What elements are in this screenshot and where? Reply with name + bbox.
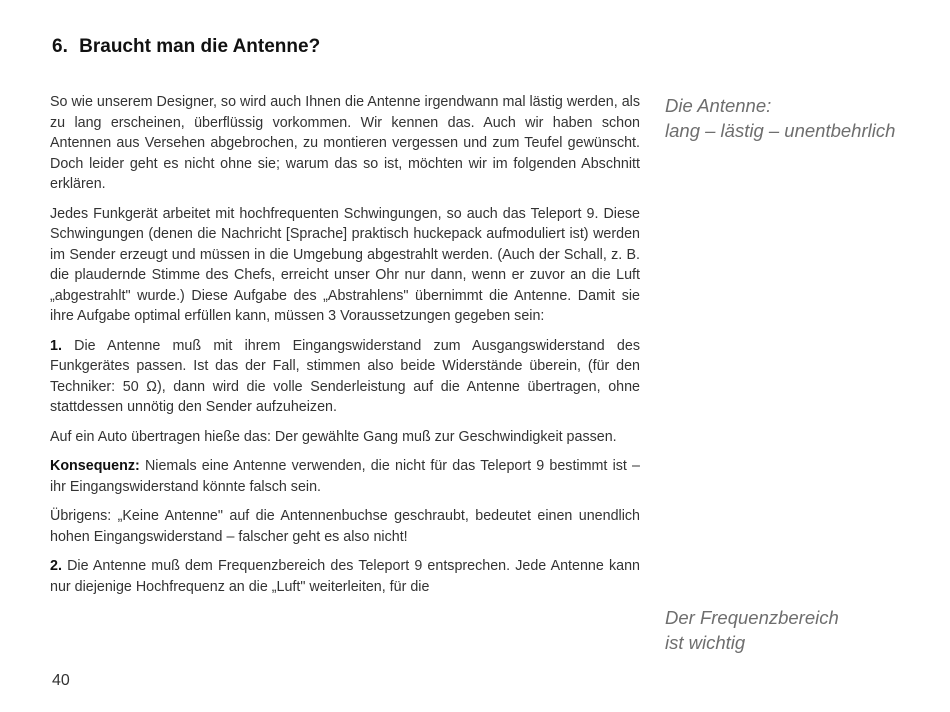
consequence-label: Konsequenz:: [50, 458, 140, 474]
section-title: Braucht man die Antenne?: [79, 36, 321, 57]
paragraph-text: Übrigens: „Keine Antenne" auf die Antennenbuchse geschraubt, bedeutet einen unendlich hohen Eingangswiderstand – falscher geht es also nicht!: [50, 508, 640, 545]
paragraph: [50, 556, 640, 597]
paragraph-text: Die Antenne muß dem Frequenzbereich des Teleport 9 entsprechen. Jede Antenne kann nur diejenige Hochfrequenz an die „Luft" weiterleiten, für die: [50, 558, 640, 595]
margin-note-frequency: [665, 605, 925, 655]
body-text-column: [50, 92, 640, 606]
paragraph: [50, 92, 640, 195]
margin-note-antenna: [665, 93, 950, 143]
paragraph: [50, 506, 640, 547]
section-number: 6.: [52, 36, 68, 57]
paragraph: [50, 456, 640, 497]
margin-note-line: ist wichtig: [665, 632, 746, 653]
list-marker: 2.: [50, 558, 62, 574]
page-number: 40: [52, 672, 70, 689]
paragraph-text: So wie unserem Designer, so wird auch Ihnen die Antenne irgendwann mal lästig werden, als zu lang erscheinen, überflüssig vorkommen. Wir kennen das. Auch wir haben schon Antennen aus Versehen abgebrochen, zu montieren vergessen und zum Teufel gewünscht. Doch leider geht es nicht ohne sie; warum das so ist, möchten wir im folgenden Abschnitt erklären.: [50, 94, 640, 192]
paragraph-text: Die Antenne muß mit ihrem Eingangswiderstand zum Ausgangswiderstand des Funkgerätes passen. Ist das der Fall, stimmen also beide Widerstände überein, (für den Techniker: 50 Ω), dann wird die volle Senderleistung auf die Antenne übertragen, ohne stattdessen unnötig den Sender aufzuheizen.: [50, 337, 640, 415]
list-marker: 1.: [50, 337, 62, 354]
paragraph-text: Jedes Funkgerät arbeitet mit hochfrequenten Schwingungen, so auch das Teleport 9. Diese Schwingungen (denen die Nachricht [Sprache] praktisch huckepack aufmoduliert ist) werden im Sender erzeugt und müssen in die Umgebung abgestrahlt werden. (Auch der Schall, z. B. die plaudernde Stimme des Chefs, erreicht unser Ohr nur dann, wenn er zuvor an die Luft „abgestrahlt" wurde.) Diese Aufgabe des „Abstrahlens" übernimmt die Antenne. Damit sie ihre Aufgabe optimal erfüllen kann, müssen 3 Voraussetzungen gegeben sein:: [50, 205, 640, 324]
margin-note-line: Die Antenne:: [665, 95, 772, 116]
paragraph: [50, 336, 640, 418]
paragraph-text: Auf ein Auto übertragen hieße das: Der gewählte Gang muß zur Geschwindigkeit passen.: [50, 428, 617, 445]
paragraph: [50, 204, 640, 327]
margin-note-line: Der Frequenzbereich: [665, 607, 839, 628]
margin-note-line: lang – lästig – unentbehrlich: [665, 120, 896, 141]
paragraph-text: Niemals eine Antenne verwenden, die nicht für das Teleport 9 bestimmt ist – ihr Eingangswiderstand könnte falsch sein.: [50, 458, 640, 495]
section-heading: [52, 36, 320, 58]
paragraph: [50, 427, 640, 448]
